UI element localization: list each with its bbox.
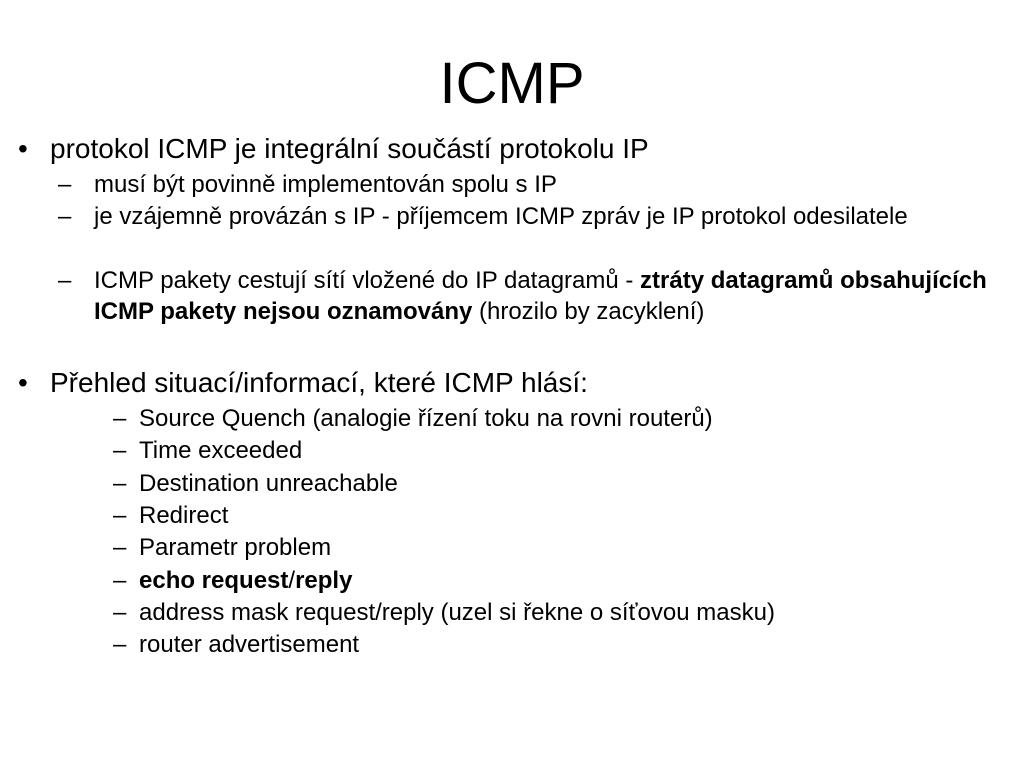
list-item-text: Redirect: [139, 502, 229, 529]
dash-mark: –: [58, 203, 72, 230]
list-item-router-advertisement: [113, 629, 359, 660]
list-item-text: Time exceeded: [139, 437, 303, 464]
list-item-text: Parametr problem: [139, 534, 332, 561]
list-item-address-mask: [113, 597, 775, 628]
bullet-mark: •: [18, 133, 28, 164]
dash-mark: –: [113, 631, 127, 658]
list-item-bold-reply: reply: [295, 567, 353, 594]
sub-bullet-text: je vzájemně provázán s IP - příjemcem ICMP zpráv je IP protokol odesilatele: [94, 203, 908, 230]
slide-title: ICMP: [439, 51, 585, 116]
sub-bullet-text: [94, 265, 988, 327]
dash-mark: –: [113, 437, 127, 464]
dash-mark: –: [113, 405, 127, 432]
list-item-source-quench: [113, 403, 713, 434]
bullet-text: protokol ICMP je integrální součástí protokolu IP: [50, 133, 649, 164]
list-item-text: router advertisement: [139, 631, 360, 658]
list-item-time-exceeded: [113, 435, 302, 466]
sub-bullet-tail: (hrozilo by zacyklení): [472, 298, 705, 325]
sub-bullet-bold: ztráty datagramů obsahujících ICMP pakety nejsou oznamovány: [94, 267, 987, 325]
list-item-echo: [113, 565, 352, 596]
dash-mark: –: [113, 599, 127, 626]
list-item-redirect: [113, 500, 228, 531]
list-item-text: Source Quench (analogie řízení toku na rovni routerů): [139, 405, 713, 432]
dash-mark: –: [113, 567, 127, 594]
sub-bullet-text: musí být povinně implementován spolu s IP: [94, 171, 557, 198]
list-item-bold-echo: echo request: [139, 567, 289, 594]
list-item-destination-unreachable: [113, 468, 398, 499]
list-item-text: Destination unreachable: [139, 470, 398, 497]
list-item-parametr-problem: [113, 532, 331, 563]
dash-mark: –: [113, 502, 127, 529]
dash-mark: –: [113, 534, 127, 561]
list-item-text: address mask request/reply (uzel si řekne o síťovou masku): [139, 599, 775, 626]
sub-bullet-pakety: [58, 265, 988, 327]
bullet-text: Přehled situací/informací, které ICMP hlásí:: [50, 367, 588, 398]
sub-bullet-normal: ICMP pakety cestují sítí vložené do IP datagramů -: [94, 267, 641, 294]
dash-mark: –: [58, 171, 72, 198]
sub-bullet-provazan: [58, 201, 988, 232]
sub-bullet-povinne: [58, 169, 988, 200]
dash-mark: –: [113, 470, 127, 497]
bullet-mark: •: [18, 367, 28, 398]
list-item-sep: /: [288, 567, 296, 594]
dash-mark: –: [58, 267, 72, 294]
